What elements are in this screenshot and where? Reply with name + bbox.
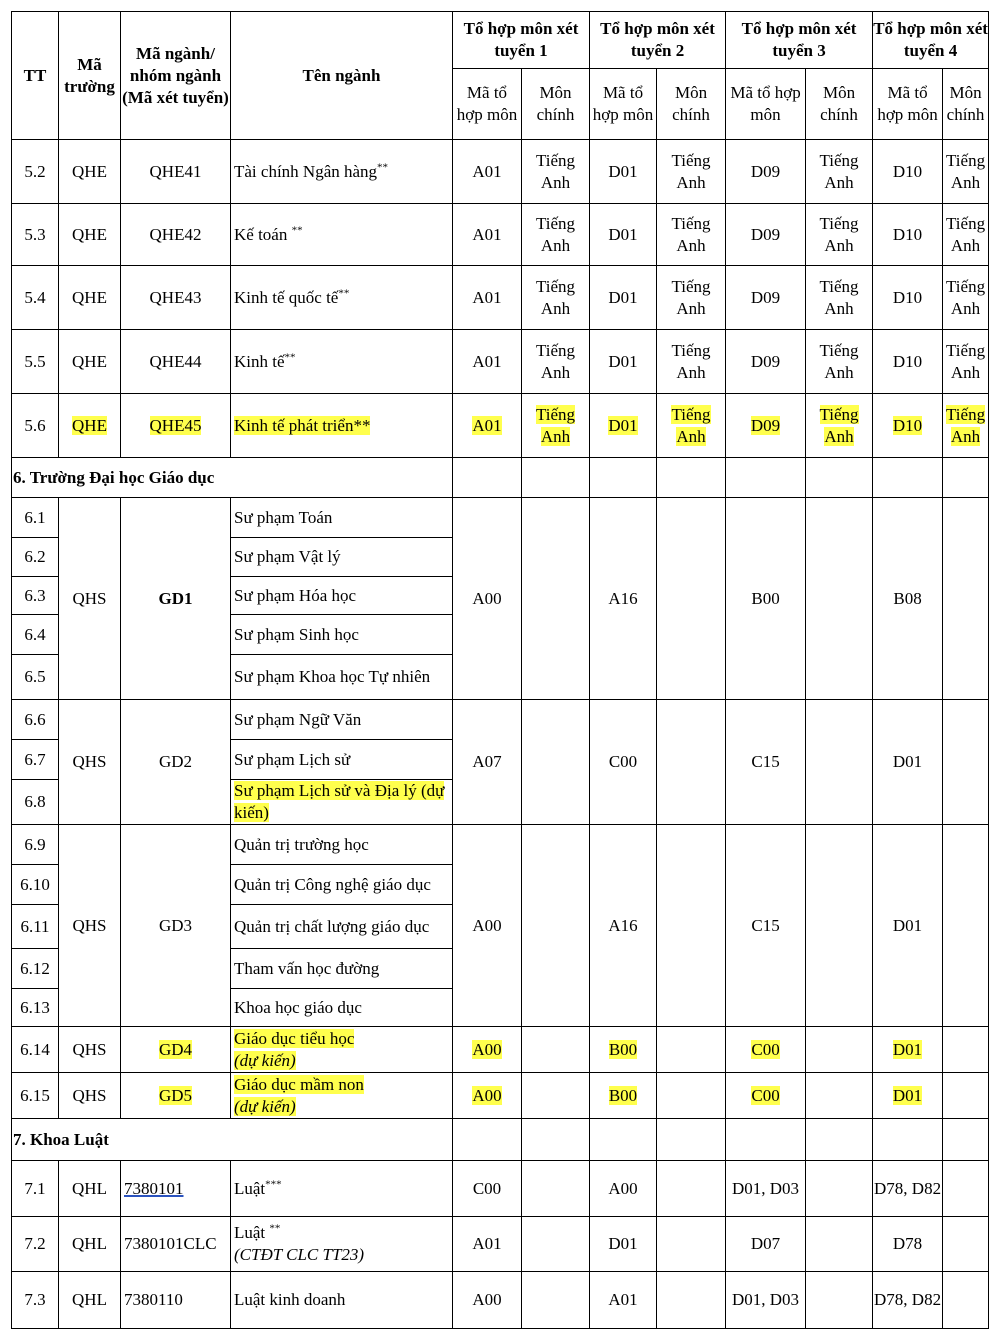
section-row (12, 458, 989, 498)
highlight-text: B00 (608, 1039, 638, 1059)
table-row (12, 204, 989, 266)
empty-cell (943, 1272, 989, 1329)
cell-code-4: D10 (873, 140, 943, 204)
table-row (12, 1161, 989, 1217)
cell-truong: QHE (59, 140, 121, 204)
table-row (12, 700, 989, 740)
cell-ten-nganh (231, 394, 453, 458)
empty-cell (943, 1073, 989, 1119)
footnote-mark: ** (338, 286, 350, 299)
cell-code-2: A16 (590, 825, 657, 1027)
cell-ten-nganh (231, 330, 453, 394)
cell-tt: 6.9 (12, 825, 59, 865)
cell-code-3: D09 (726, 266, 806, 330)
cell-code-3: D09 (726, 140, 806, 204)
cell-code-2: A00 (590, 1161, 657, 1217)
cell-tt: 6.6 (12, 700, 59, 740)
subheader-mon-chinh-3: Môn chính (806, 69, 873, 140)
subheader-ma-to-hop-2: Mã tổ hợp môn (590, 69, 657, 140)
cell-ten-nganh (231, 204, 453, 266)
cell-mon-1: Tiếng Anh (522, 330, 590, 394)
subheader-mon-chinh-2: Môn chính (657, 69, 726, 140)
ten-nganh-text: Kinh tế (234, 351, 285, 371)
empty-cell (657, 1119, 726, 1161)
cell-code-4: D10 (873, 330, 943, 394)
empty-cell (657, 1027, 726, 1073)
cell-code-1: A01 (453, 204, 522, 266)
cell-ten-nganh (231, 1027, 453, 1073)
cell-tt: 7.2 (12, 1217, 59, 1272)
empty-cell (806, 1217, 873, 1272)
cell-ma-nganh: GD2 (121, 700, 231, 825)
cell-code-1: A01 (453, 140, 522, 204)
cell-code-2: D01 (590, 204, 657, 266)
cell-tt: 6.12 (12, 949, 59, 989)
cell-code-3: C15 (726, 700, 806, 825)
cell-code-3: D07 (726, 1217, 806, 1272)
empty-cell (873, 458, 943, 498)
cell-tt: 5.4 (12, 266, 59, 330)
empty-cell (657, 1073, 726, 1119)
empty-cell (453, 1119, 522, 1161)
cell-code-1 (453, 1027, 522, 1073)
cell-ten-nganh: Quản trị chất lượng giáo dục (231, 905, 453, 949)
cell-tt: 6.15 (12, 1073, 59, 1119)
cell-ten-nganh: Quản trị Công nghệ giáo dục (231, 865, 453, 905)
cell-ma-nganh (121, 1073, 231, 1119)
empty-cell (806, 458, 873, 498)
ten-nganh-text: Luật (234, 1223, 270, 1242)
highlight-text: C00 (751, 1039, 780, 1059)
empty-cell (522, 498, 590, 700)
cell-mon-4 (943, 394, 989, 458)
empty-cell (522, 1272, 590, 1329)
cell-code-3: C15 (726, 825, 806, 1027)
cell-code-2 (590, 1073, 657, 1119)
cell-ten-nganh: Luật kinh doanh (231, 1272, 453, 1329)
cell-ma-nganh: 7380110 (121, 1272, 231, 1329)
highlight-text: D01 (892, 1039, 923, 1059)
cell-code-1: A00 (453, 825, 522, 1027)
highlight-text: GD5 (158, 1085, 193, 1105)
cell-code-1: A00 (453, 1272, 522, 1329)
cell-tt: 7.1 (12, 1161, 59, 1217)
cell-mon-1: Tiếng Anh (522, 266, 590, 330)
empty-cell (943, 1119, 989, 1161)
empty-cell (726, 458, 806, 498)
cell-code-3: B00 (726, 498, 806, 700)
empty-cell (590, 458, 657, 498)
empty-cell (657, 458, 726, 498)
empty-cell (943, 458, 989, 498)
cell-ten-nganh (231, 1073, 453, 1119)
header-ma-truong: Mã trường (59, 12, 121, 140)
cell-ma-nganh: GD1 (121, 498, 231, 700)
cell-tt: 5.2 (12, 140, 59, 204)
table-row (12, 1073, 989, 1119)
empty-cell (522, 1119, 590, 1161)
cell-code-4: D78 (873, 1217, 943, 1272)
cell-code-1 (453, 394, 522, 458)
empty-cell (522, 1027, 590, 1073)
table-row (12, 1027, 989, 1073)
header-row (12, 12, 989, 69)
cell-code-3 (726, 1027, 806, 1073)
empty-cell (590, 1119, 657, 1161)
note-text: (dự kiến) (234, 1050, 296, 1070)
subheader-ma-to-hop-3: Mã tổ hợp môn (726, 69, 806, 140)
cell-code-1: A01 (453, 330, 522, 394)
cell-code-3: D01, D03 (726, 1161, 806, 1217)
empty-cell (657, 825, 726, 1027)
table-row (12, 140, 989, 204)
cell-tt: 7.3 (12, 1272, 59, 1329)
cell-ten-nganh: Sư phạm Ngữ Văn (231, 700, 453, 740)
cell-mon-2: Tiếng Anh (657, 204, 726, 266)
note-text: (dự kiến) (234, 1096, 296, 1116)
section-title-6: 6. Trường Đại học Giáo dục (12, 458, 453, 498)
cell-code-4: D78, D82 (873, 1272, 943, 1329)
cell-truong: QHL (59, 1272, 121, 1329)
table-row (12, 1217, 989, 1272)
empty-cell (453, 458, 522, 498)
cell-ma-nganh (121, 394, 231, 458)
header-to-hop-4: Tổ hợp môn xét tuyển 4 (873, 12, 989, 69)
cell-ten-nganh (231, 780, 453, 825)
empty-cell (943, 700, 989, 825)
section-title-7: 7. Khoa Luật (12, 1119, 453, 1161)
cell-mon-3: Tiếng Anh (806, 330, 873, 394)
table-row (12, 394, 989, 458)
cell-truong (59, 394, 121, 458)
cell-code-4: D78, D82 (873, 1161, 943, 1217)
cell-code-4: D01 (873, 825, 943, 1027)
cell-mon-3 (806, 394, 873, 458)
ten-nganh-text: Kinh tế phát triển** (234, 415, 371, 435)
empty-cell (522, 1073, 590, 1119)
subheader-ma-to-hop-4: Mã tổ hợp môn (873, 69, 943, 140)
cell-ten-nganh: Tham vấn học đường (231, 949, 453, 989)
header-ma-nganh: Mã ngành/ nhóm ngành (Mã xét tuyển) (121, 12, 231, 140)
empty-cell (806, 1161, 873, 1217)
cell-tt: 6.8 (12, 780, 59, 825)
cell-truong: QHS (59, 700, 121, 825)
cell-tt: 6.5 (12, 655, 59, 700)
cell-mon-1 (522, 394, 590, 458)
cell-ten-nganh: Sư phạm Khoa học Tự nhiên (231, 655, 453, 700)
table-row (12, 498, 989, 538)
empty-cell (943, 825, 989, 1027)
cell-tt: 5.6 (12, 394, 59, 458)
ten-nganh-text: Giáo dục mầm non (234, 1074, 364, 1094)
cell-tt: 6.11 (12, 905, 59, 949)
subheader-mon-chinh-4: Môn chính (943, 69, 989, 140)
empty-cell (522, 700, 590, 825)
cell-mon-2: Tiếng Anh (657, 330, 726, 394)
empty-cell (522, 825, 590, 1027)
cell-code-4 (873, 1027, 943, 1073)
cell-mon-1: Tiếng Anh (522, 204, 590, 266)
cell-code-1: A01 (453, 266, 522, 330)
cell-code-1: A07 (453, 700, 522, 825)
footnote-mark: ** (284, 350, 296, 363)
cell-mon-2: Tiếng Anh (657, 266, 726, 330)
cell-code-3 (726, 1073, 806, 1119)
footnote-mark: ** (291, 223, 303, 236)
empty-cell (522, 458, 590, 498)
cell-code-2: A01 (590, 1272, 657, 1329)
cell-code-2 (590, 1027, 657, 1073)
empty-cell (657, 1161, 726, 1217)
cell-code-2 (590, 394, 657, 458)
ten-nganh-text: Kế toán (234, 224, 292, 244)
cell-code-1: C00 (453, 1161, 522, 1217)
cell-ten-nganh: Quản trị trường học (231, 825, 453, 865)
highlight-text: QHE (72, 415, 107, 435)
cell-mon-1: Tiếng Anh (522, 140, 590, 204)
empty-cell (657, 1272, 726, 1329)
highlight-text: A00 (472, 1085, 502, 1105)
ten-nganh-text: Kinh tế quốc tế (234, 287, 339, 307)
empty-cell (806, 1027, 873, 1073)
cell-mon-2 (657, 394, 726, 458)
cell-mon-4: Tiếng Anh (943, 140, 989, 204)
cell-code-1 (453, 1073, 522, 1119)
cell-ten-nganh (231, 140, 453, 204)
cell-ma-nganh: QHE44 (121, 330, 231, 394)
cell-code-4 (873, 1073, 943, 1119)
empty-cell (806, 825, 873, 1027)
header-to-hop-2: Tổ hợp môn xét tuyển 2 (590, 12, 726, 69)
cell-truong: QHE (59, 330, 121, 394)
header-to-hop-1: Tổ hợp môn xét tuyển 1 (453, 12, 590, 69)
cell-tt: 6.10 (12, 865, 59, 905)
empty-cell (522, 1217, 590, 1272)
empty-cell (806, 1073, 873, 1119)
footnote-mark: ** (377, 160, 389, 173)
footnote-mark: *** (265, 1177, 282, 1190)
cell-truong: QHE (59, 204, 121, 266)
highlight-text: D01 (892, 1085, 923, 1105)
cell-truong: QHS (59, 1027, 121, 1073)
cell-ten-nganh: Sư phạm Lịch sử (231, 740, 453, 780)
highlight-text: B00 (608, 1085, 638, 1105)
cell-ten-nganh: Sư phạm Hóa học (231, 577, 453, 615)
cell-ma-nganh (121, 1027, 231, 1073)
ten-nganh-text: Luật (234, 1178, 266, 1198)
cell-code-2: D01 (590, 1217, 657, 1272)
cell-ten-nganh (231, 1217, 453, 1272)
highlight-text: A01 (472, 415, 502, 435)
note-text: (CTĐT CLC TT23) (234, 1245, 365, 1264)
cell-code-3: D09 (726, 330, 806, 394)
cell-mon-3: Tiếng Anh (806, 140, 873, 204)
cell-truong: QHS (59, 1073, 121, 1119)
cell-code-2: D01 (590, 330, 657, 394)
table-row (12, 266, 989, 330)
cell-code-4: D10 (873, 266, 943, 330)
highlight-text: Tiếng Anh (946, 404, 986, 446)
cell-code-2: C00 (590, 700, 657, 825)
empty-cell (657, 700, 726, 825)
empty-cell (873, 1119, 943, 1161)
cell-code-1: A01 (453, 1217, 522, 1272)
cell-mon-2: Tiếng Anh (657, 140, 726, 204)
highlight-text: Tiếng Anh (819, 404, 859, 446)
cell-mon-4: Tiếng Anh (943, 266, 989, 330)
ten-nganh-text: Tài chính Ngân hàng (234, 161, 378, 181)
highlight-text: GD4 (158, 1039, 193, 1059)
header-ten-nganh: Tên ngành (231, 12, 453, 140)
ten-nganh-text: Giáo dục tiểu học (234, 1028, 355, 1048)
cell-truong: QHL (59, 1217, 121, 1272)
highlight-text: Tiếng Anh (671, 404, 711, 446)
highlight-text: C00 (751, 1085, 780, 1105)
cell-ten-nganh (231, 1161, 453, 1217)
cell-ten-nganh (231, 266, 453, 330)
cell-tt: 6.1 (12, 498, 59, 538)
highlight-text: D10 (892, 415, 923, 435)
cell-code-4 (873, 394, 943, 458)
table-row (12, 330, 989, 394)
empty-cell (657, 498, 726, 700)
empty-cell (657, 1217, 726, 1272)
cell-code-3 (726, 394, 806, 458)
empty-cell (522, 1161, 590, 1217)
cell-tt: 6.14 (12, 1027, 59, 1073)
cell-tt: 6.13 (12, 989, 59, 1027)
highlight-text: D09 (750, 415, 781, 435)
cell-tt: 6.4 (12, 615, 59, 655)
table-row (12, 825, 989, 865)
empty-cell (806, 700, 873, 825)
table-row (12, 1272, 989, 1329)
cell-ten-nganh: Sư phạm Sinh học (231, 615, 453, 655)
ten-nganh-text: Sư phạm Lịch sử và Địa lý (dự kiến) (234, 781, 445, 822)
cell-ma-nganh: QHE42 (121, 204, 231, 266)
empty-cell (806, 1119, 873, 1161)
cell-mon-4: Tiếng Anh (943, 330, 989, 394)
empty-cell (943, 1217, 989, 1272)
cell-code-4: D10 (873, 204, 943, 266)
cell-code-2: D01 (590, 140, 657, 204)
ma-nganh-link[interactable]: 7380101 (124, 1178, 184, 1198)
empty-cell (726, 1119, 806, 1161)
highlight-text: D01 (608, 415, 638, 435)
cell-truong: QHS (59, 825, 121, 1027)
empty-cell (943, 498, 989, 700)
highlight-text: Tiếng Anh (535, 404, 576, 446)
header-tt: TT (12, 12, 59, 140)
cell-ma-nganh (121, 1161, 231, 1217)
footnote-mark: ** (269, 1222, 281, 1235)
cell-tt: 5.3 (12, 204, 59, 266)
cell-mon-3: Tiếng Anh (806, 266, 873, 330)
cell-mon-4: Tiếng Anh (943, 204, 989, 266)
cell-code-2: D01 (590, 266, 657, 330)
section-row (12, 1119, 989, 1161)
cell-code-1: A00 (453, 498, 522, 700)
cell-truong: QHL (59, 1161, 121, 1217)
cell-tt: 6.2 (12, 538, 59, 577)
cell-tt: 6.3 (12, 577, 59, 615)
highlight-text: A00 (472, 1039, 502, 1059)
cell-truong: QHE (59, 266, 121, 330)
empty-cell (943, 1161, 989, 1217)
cell-mon-3: Tiếng Anh (806, 204, 873, 266)
admission-table (11, 11, 989, 1329)
empty-cell (806, 498, 873, 700)
cell-ma-nganh: GD3 (121, 825, 231, 1027)
cell-tt: 5.5 (12, 330, 59, 394)
empty-cell (806, 1272, 873, 1329)
subheader-mon-chinh-1: Môn chính (522, 69, 590, 140)
cell-ma-nganh: QHE41 (121, 140, 231, 204)
cell-code-4: D01 (873, 700, 943, 825)
empty-cell (943, 1027, 989, 1073)
cell-ten-nganh: Sư phạm Toán (231, 498, 453, 538)
cell-code-4: B08 (873, 498, 943, 700)
cell-ma-nganh: QHE43 (121, 266, 231, 330)
subheader-ma-to-hop-1: Mã tổ hợp môn (453, 69, 522, 140)
cell-code-3: D09 (726, 204, 806, 266)
highlight-text: QHE45 (149, 415, 202, 435)
header-to-hop-3: Tổ hợp môn xét tuyển 3 (726, 12, 873, 69)
cell-ten-nganh: Sư phạm Vật lý (231, 538, 453, 577)
cell-code-2: A16 (590, 498, 657, 700)
cell-tt: 6.7 (12, 740, 59, 780)
cell-code-3: D01, D03 (726, 1272, 806, 1329)
cell-ten-nganh: Khoa học giáo dục (231, 989, 453, 1027)
cell-ma-nganh: 7380101CLC (121, 1217, 231, 1272)
cell-truong: QHS (59, 498, 121, 700)
